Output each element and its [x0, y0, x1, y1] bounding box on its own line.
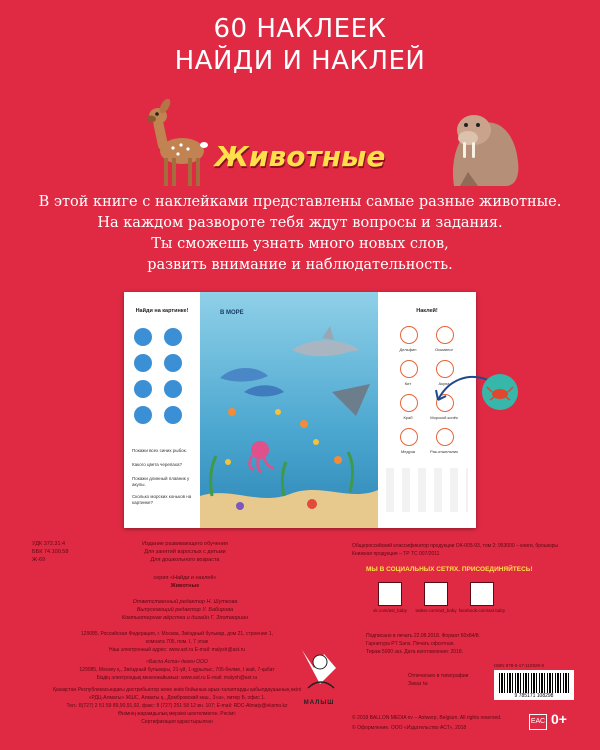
question-3: Покажи длинный плавник у акулы. — [132, 476, 190, 487]
sticker-circle — [164, 328, 182, 346]
kz-email: Біздің электрондық мекенжайымыз: www.ast.ru E-mail: malysh@ast.ru — [96, 675, 258, 681]
series-title: Животные — [170, 583, 200, 589]
kz-company: «Баспа Аста» деген ООО — [146, 659, 208, 665]
age-rating: 0+ — [551, 711, 567, 727]
sticker-circle — [134, 380, 152, 398]
qr-code-facebook[interactable] — [470, 582, 494, 606]
left-page — [124, 292, 200, 528]
print-info-1: Подписано в печать 22.08.2018. Формат 60х84/8. — [366, 633, 480, 639]
qr-code-twitter[interactable] — [424, 582, 448, 606]
isbn: ISBN 978-5-17-110829-8 — [494, 663, 544, 668]
qr-label-twitter: twitter.com/ast_baby — [415, 608, 457, 613]
cover-title-line2: НАЙДИ И НАКЛЕЙ — [174, 46, 426, 76]
sticker-circle — [164, 406, 182, 424]
kz-validity: Өнімнің жарамдылық мерзімі шектелмеген. Рәсімі: — [118, 711, 236, 717]
edition-type-1: Издание развивающего обучения — [142, 541, 228, 547]
book-subject-title: Животные — [214, 140, 386, 173]
sea-scene-illustration — [200, 292, 378, 528]
right-page-pattern — [386, 468, 468, 512]
sticker-label: Осьминог — [434, 347, 454, 352]
question-4: Сколько морских коньков на картинке? — [132, 494, 192, 505]
bbk-code: ББК 74.100.58 — [32, 549, 69, 555]
edition-type-3: Для дошкольного возраста — [150, 557, 220, 563]
intro-line-3: Ты сможешь узнать много новых слов, — [151, 236, 449, 252]
copyright-ast: © Оформление. ООО «Издательство АСТ», 2018 — [352, 725, 467, 731]
right-page-title: Наклей! — [416, 308, 438, 314]
publisher-logo-illustration — [290, 640, 348, 700]
cover-title-line1: 60 НАКЛЕЕК — [213, 14, 387, 44]
barcode-digits: 9 785171 108298 — [514, 693, 554, 699]
sea-page-title: В МОРЕ — [220, 310, 244, 316]
publisher-logo: МАЛЫШ — [303, 700, 335, 706]
eac-mark: ЕАС — [529, 714, 547, 730]
sticker-label: Морской конёк — [430, 415, 458, 420]
udk-code: УДК 372.31:4 — [32, 541, 66, 547]
publisher-address-2: комната 705, пом. I, 7 этаж — [145, 639, 209, 645]
edition-type-2: Для занятий взрослых с детьми — [144, 549, 226, 555]
social-networks-heading: МЫ В СОЦИАЛЬНЫХ СЕТЯХ. ПРИСОЕДИНЯЙТЕСЬ! — [366, 566, 533, 573]
publisher-email: Наш электронный адрес: www.ast.ru E-mail: malysh@ast.ru — [108, 647, 246, 653]
qr-code-vk[interactable] — [378, 582, 402, 606]
sticker-slot — [400, 428, 418, 446]
left-page-title: Найди на картинке! — [135, 308, 189, 314]
sticker-circle — [164, 354, 182, 372]
intro-line-2: На каждом развороте тебя ждут вопросы и задания. — [97, 215, 503, 231]
publisher-address: 129085, Российская Федерация, г. Москва, Звёздный бульвар, дом 21, строение 1, — [81, 631, 273, 637]
sticker-label: Краб — [403, 415, 413, 420]
intro-line-4: развить внимание и наблюдательность. — [147, 257, 453, 273]
copyright-ballon: © 2018 BALLON MEDIA nv – Antwerp, Belgium. All rights reserved. — [352, 715, 502, 721]
sticker-circle — [134, 406, 152, 424]
kz-certification: Сертификация қарастырылған — [141, 719, 213, 725]
series-name: серия «Найди и наклей» — [153, 575, 217, 581]
print-info-2: Гарнитура PT Sans. Печать офсетная. — [366, 641, 455, 647]
editor-2: Выпускающий редактор У. Бабирова — [136, 607, 234, 613]
sticker-label: Рак-отшельник — [430, 449, 458, 454]
sticker-label: Дельфин — [399, 347, 417, 352]
editor-3: Компьютерная вёрстка и дизайн Г. Злотвориан — [121, 615, 249, 621]
arrow-and-crab-sticker — [408, 370, 520, 420]
sticker-label: Кит — [404, 381, 412, 386]
sticker-slot — [436, 428, 454, 446]
question-1: Покажи всех синих рыбок. — [132, 448, 187, 453]
question-2: Какого цвета черепаха? — [132, 462, 182, 467]
order-number: Заказ № — [408, 681, 428, 687]
sticker-slot — [400, 326, 418, 344]
sea-page — [200, 292, 378, 528]
okp-classifier: Общероссийский классификатор продукции ОК-005-93, том 2; 953000 – книги, брошюры — [352, 543, 558, 549]
sticker-label: Акула — [438, 381, 450, 386]
qr-label-vk: vk.com/ast_baby — [373, 608, 407, 613]
printed-at: Отпечатано в типографии — [408, 673, 469, 679]
kz-distributor-2: «РДЦ-Алматы» ЖШС, Алматы қ., Домбровский көш., 3«а», литер Б, офис 1. — [88, 695, 266, 701]
qr-label-facebook: facebook.com/ast.baby — [458, 608, 506, 613]
sticker-label: Медуза — [401, 449, 415, 454]
intro-line-1: В этой книге с наклейками представлены самые разные животные. — [38, 194, 562, 210]
sticker-circle — [164, 380, 182, 398]
kz-distributor: Қазақстан Республикасындағы дистрибьютор және өнім бойынша арыз-талаптарды қабылдаушының өкілі — [53, 687, 301, 693]
product-regulation: Книжная продукция – ТР ТС 007/2011 — [352, 551, 440, 557]
kz-address: 129085, Мәскеу қ., Звёздный бульвары, 21-үй, 1-құрылыс, 705-бөлме, I жай, 7-қабат — [79, 667, 275, 673]
barcode-bars — [499, 673, 569, 693]
barcode — [494, 670, 574, 700]
kz-phone: Тел.: 8(727) 2 51 59 89,90,91,92, факс: 8 (727) 251 58 12 вн. 107; E-mail: RDC-Almaty@eksmo.kz — [66, 703, 288, 709]
author-code: Ж-69 — [32, 557, 46, 563]
editor-1: Ответственный редактор Н. Шуткова — [132, 599, 238, 605]
sticker-slot — [436, 326, 454, 344]
sticker-circle — [134, 354, 152, 372]
sticker-circle — [134, 328, 152, 346]
print-info-3: Тираж 5000 экз. Дата изготовления: 2018. — [366, 649, 464, 655]
